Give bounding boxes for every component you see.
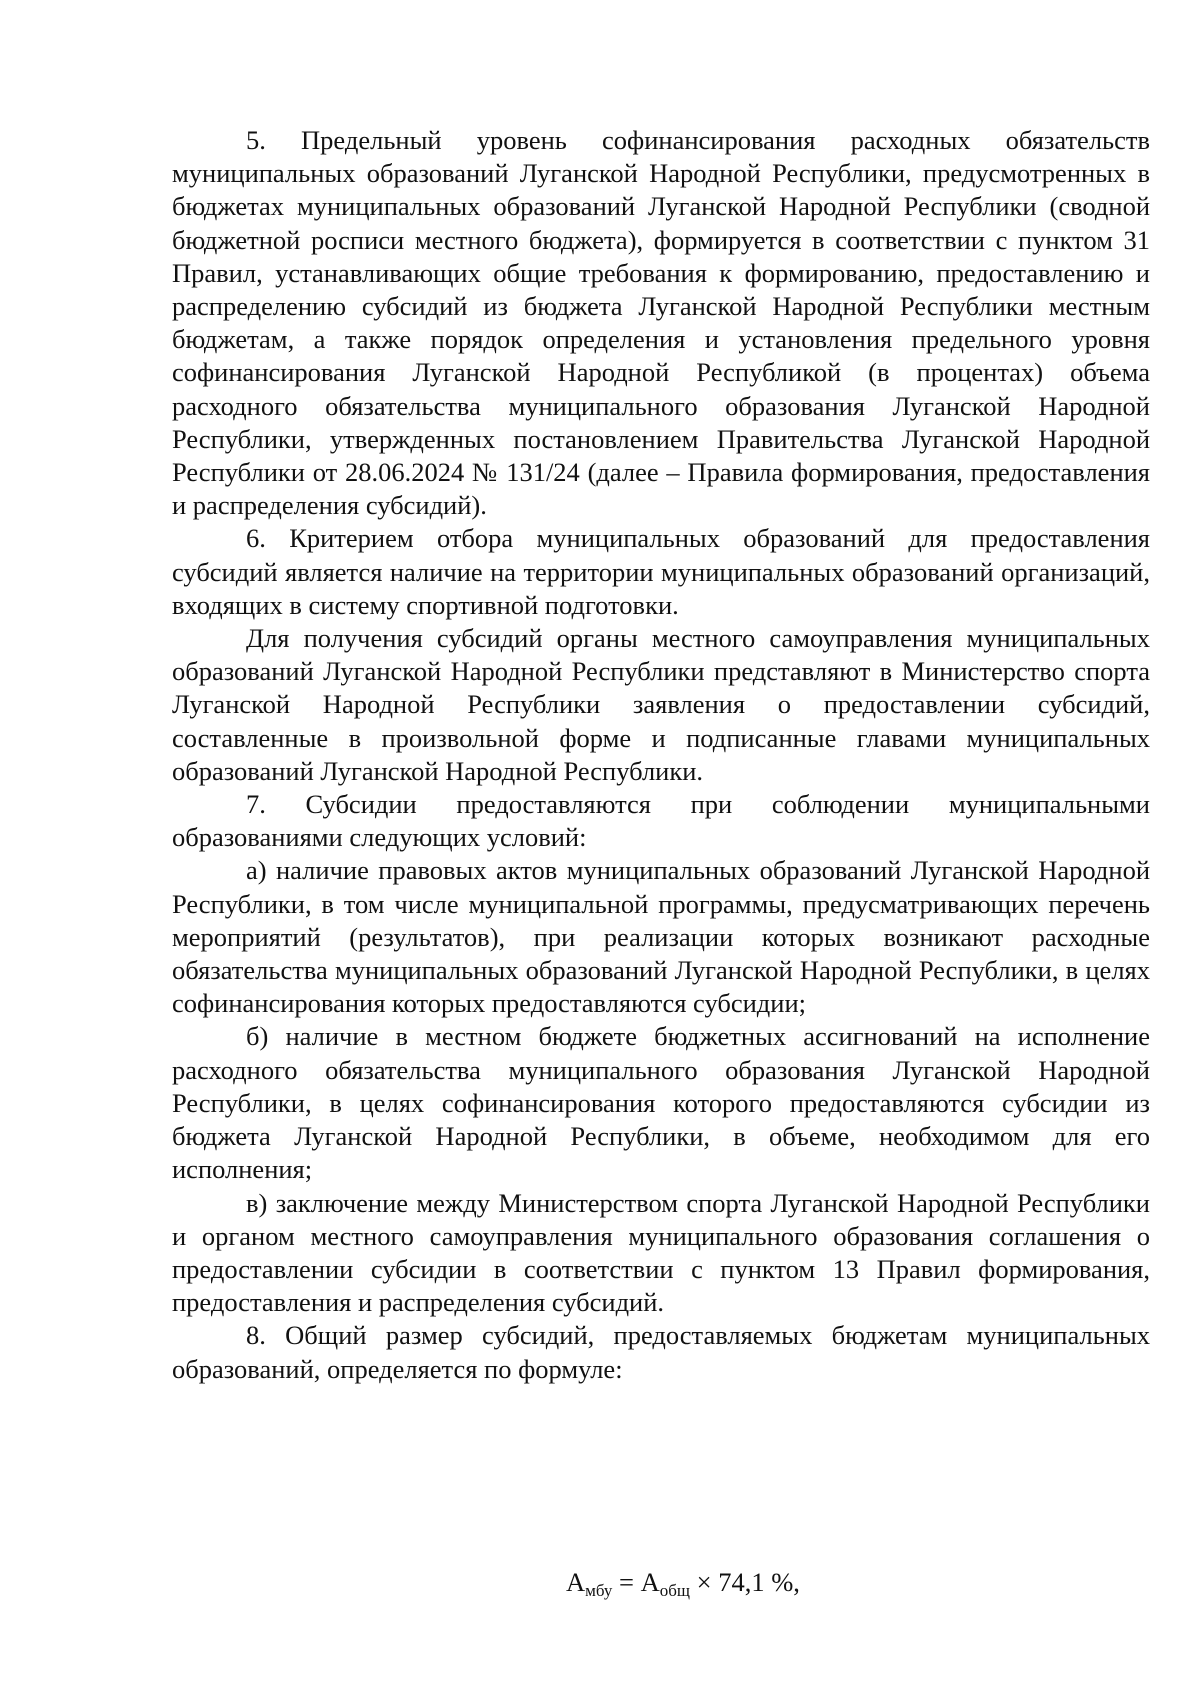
- formula-rhs-subscript: общ: [659, 1581, 690, 1600]
- formula-lhs-subscript: мбу: [585, 1581, 613, 1600]
- formula-lhs-symbol: А: [566, 1567, 586, 1597]
- formula-rhs-symbol: А: [640, 1567, 660, 1597]
- paragraph-7: 7. Субсидии предоставляются при соблюдении муниципальными образованиями следующих условий:: [172, 789, 1150, 853]
- paragraph-7-condition-c: в) заключение между Министерством спорта Луганской Народной Республики и органом местного самоуправления муниципального образования соглашения о предоставлении субсидии в соответствии с пунктом 13 Правил формирования, предоставления и распределения субсидий.: [172, 1187, 1150, 1318]
- formula-equals: =: [612, 1567, 641, 1597]
- paragraph-8: 8. Общий размер субсидий, предоставляемых бюджетам муниципальных образований, определяется по формуле:: [172, 1320, 1150, 1384]
- document-body: [172, 124, 1150, 1386]
- paragraph-6-application: Для получения субсидий органы местного самоуправления муниципальных образований Луганской Народной Республики представляют в Министерство спорта Луганской Народной Республики заявления о предоставлении субсидий, составленные в произвольной форме и подписанные главами муниципальных образований Луганской Народной Республики.: [172, 623, 1150, 786]
- paragraph-6: 6. Критерием отбора муниципальных образований для предоставления субсидий является наличие на территории муниципальных образований организаций, входящих в систему спортивной подготовки.: [172, 523, 1150, 620]
- paragraph-5: 5. Предельный уровень софинансирования расходных обязательств муниципальных образований Луганской Народной Республики, предусмотренных в бюджетах муниципальных образований Луганской Народной Республики (сводной бюджетной росписи местного бюджета), формируется в соответствии с пунктом 31 Правил, устанавливающих общие требования к формированию, предоставлению и распределению субсидий из бюджета Луганской Народной Республики местным бюджетам, а также порядок определения и установления предельного уровня софинансирования Луганской Народной Республикой (в процентах) объема расходного обязательства муниципального образования Луганской Народной Республики, утвержденных постановлением Правительства Луганской Народной Республики от 28.06.2024 № 131/24 (далее – Правила формирования, предоставления и распределения субсидий).: [172, 125, 1150, 521]
- paragraph-7-condition-b: б) наличие в местном бюджете бюджетных ассигнований на исполнение расходного обязательства муниципального образования Луганской Народной Республики, в целях софинансирования которого предоставляются субсидии из бюджета Луганской Народной Республики, в объеме, необходимом для его исполнения;: [172, 1021, 1150, 1185]
- formula-tail: × 74,1 %,: [690, 1567, 800, 1597]
- paragraph-7-condition-a: а) наличие правовых актов муниципальных образований Луганской Народной Республики, в том числе муниципальной программы, предусматривающих перечень мероприятий (результатов), при реализации которых возникают расходные обязательства муниципальных образований Луганской Народной Республики, в целях софинансирования которых предоставляются субсидии;: [172, 855, 1150, 1019]
- subsidy-formula: [566, 1565, 800, 1608]
